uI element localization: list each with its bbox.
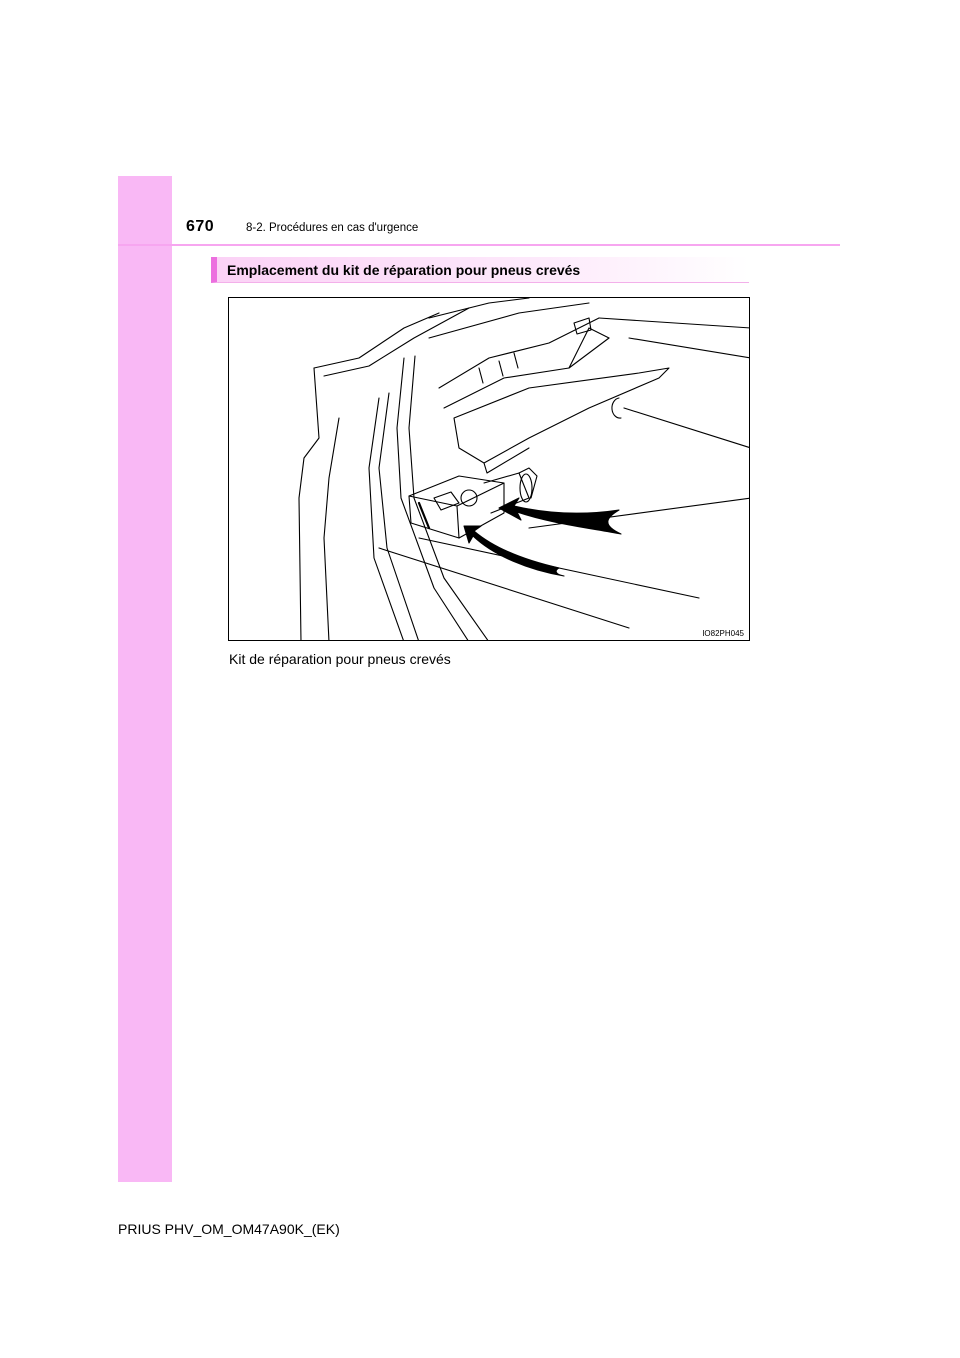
section-heading-text: Emplacement du kit de réparation pour pneus crevés [227, 262, 581, 278]
footer-document-id: PRIUS PHV_OM_OM47A90K_(EK) [118, 1221, 340, 1237]
figure-code: IO82PH045 [702, 629, 744, 638]
repair-kit-illustration [228, 297, 750, 641]
side-thumb-tab [118, 176, 172, 1182]
header-divider [118, 244, 840, 246]
trunk-line-drawing [229, 298, 750, 641]
chapter-title: 8-2. Procédures en cas d'urgence [246, 222, 419, 234]
page-number: 670 [186, 218, 215, 235]
figure-caption: Kit de réparation pour pneus crevés [229, 651, 451, 667]
section-heading [211, 257, 749, 283]
